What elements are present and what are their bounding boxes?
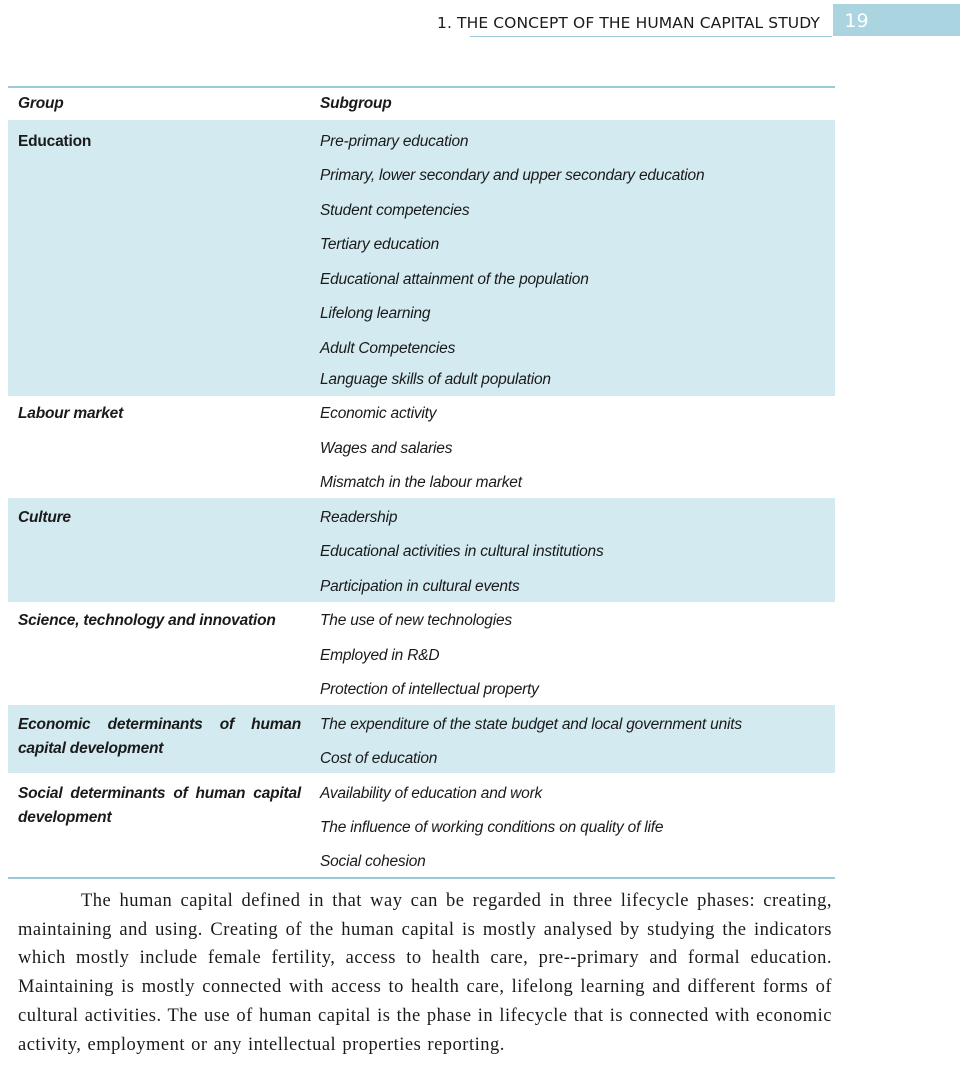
- group-culture: Culture: [18, 509, 71, 526]
- subgroup-item: Protection of intellectual property: [320, 681, 539, 698]
- running-header: 1. THE CONCEPT OF THE HUMAN CAPITAL STUDY: [436, 14, 820, 32]
- subgroup-item: The influence of working conditions on quality of life: [320, 819, 664, 836]
- subgroup-item: Language skills of adult population: [320, 371, 551, 388]
- group-name-line: capital development: [18, 740, 164, 757]
- table-bottom-rule: [8, 877, 835, 879]
- subgroup-item: Student competencies: [320, 202, 470, 219]
- subgroup-item: Economic activity: [320, 405, 437, 422]
- subgroup-item: Social cohesion: [320, 853, 426, 870]
- column-header-group: Group: [18, 95, 64, 112]
- subgroup-item: Adult Competencies: [320, 340, 456, 357]
- subgroup-item: Lifelong learning: [320, 305, 431, 322]
- column-header-subgroup: Subgroup: [320, 95, 392, 112]
- group-name-line: Social determinants of human capital: [18, 785, 301, 802]
- subgroup-item: Participation in cultural events: [320, 578, 520, 595]
- header-rule: [470, 36, 832, 37]
- subgroup-item: Availability of education and work: [320, 785, 543, 802]
- subgroup-item: Primary, lower secondary and upper secondary education: [320, 167, 705, 184]
- subgroup-item: Mismatch in the labour market: [320, 474, 522, 491]
- subgroup-item: Readership: [320, 509, 398, 526]
- group-name-line: development: [18, 809, 112, 826]
- body-paragraph: The human capital defined in that way can be regarded in three lifecycle phases: creating, maintaining and using. Creating of the human capital is mostly analysed by studying the indicators which mostly include female fertility, access to health care, pre--primary and formal education. Maintaining is mostly connected with access to health care, lifelong learning and different forms of cultural activities. The use of human capital is the phase in lifecycle that is connected with economic activity, employment or any intellectual properties reporting.: [18, 891, 832, 1055]
- subgroup-item: Educational activities in cultural institutions: [320, 543, 604, 560]
- group-education: Education: [18, 133, 92, 150]
- subgroup-item: The expenditure of the state budget and local government units: [320, 716, 742, 733]
- subgroup-item: Cost of education: [320, 750, 438, 767]
- subgroup-item: Tertiary education: [320, 236, 440, 253]
- page-number: 19: [844, 10, 869, 32]
- subgroup-item: The use of new technologies: [320, 612, 512, 629]
- group-labour-market: Labour market: [18, 405, 124, 422]
- group-name-line: Economic determinants of human: [18, 716, 301, 733]
- group-social-determinants: [18, 782, 301, 830]
- subgroup-item: Pre-primary education: [320, 133, 469, 150]
- group-science-technology-innovation: Science, technology and innovation: [18, 612, 276, 629]
- subgroup-item: Educational attainment of the population: [320, 271, 589, 288]
- subgroup-item: Wages and salaries: [320, 440, 453, 457]
- group-economic-determinants: [18, 713, 301, 761]
- page-number-box: [833, 4, 960, 36]
- subgroup-item: Employed in R&D: [320, 647, 440, 664]
- table-top-rule: [8, 86, 835, 88]
